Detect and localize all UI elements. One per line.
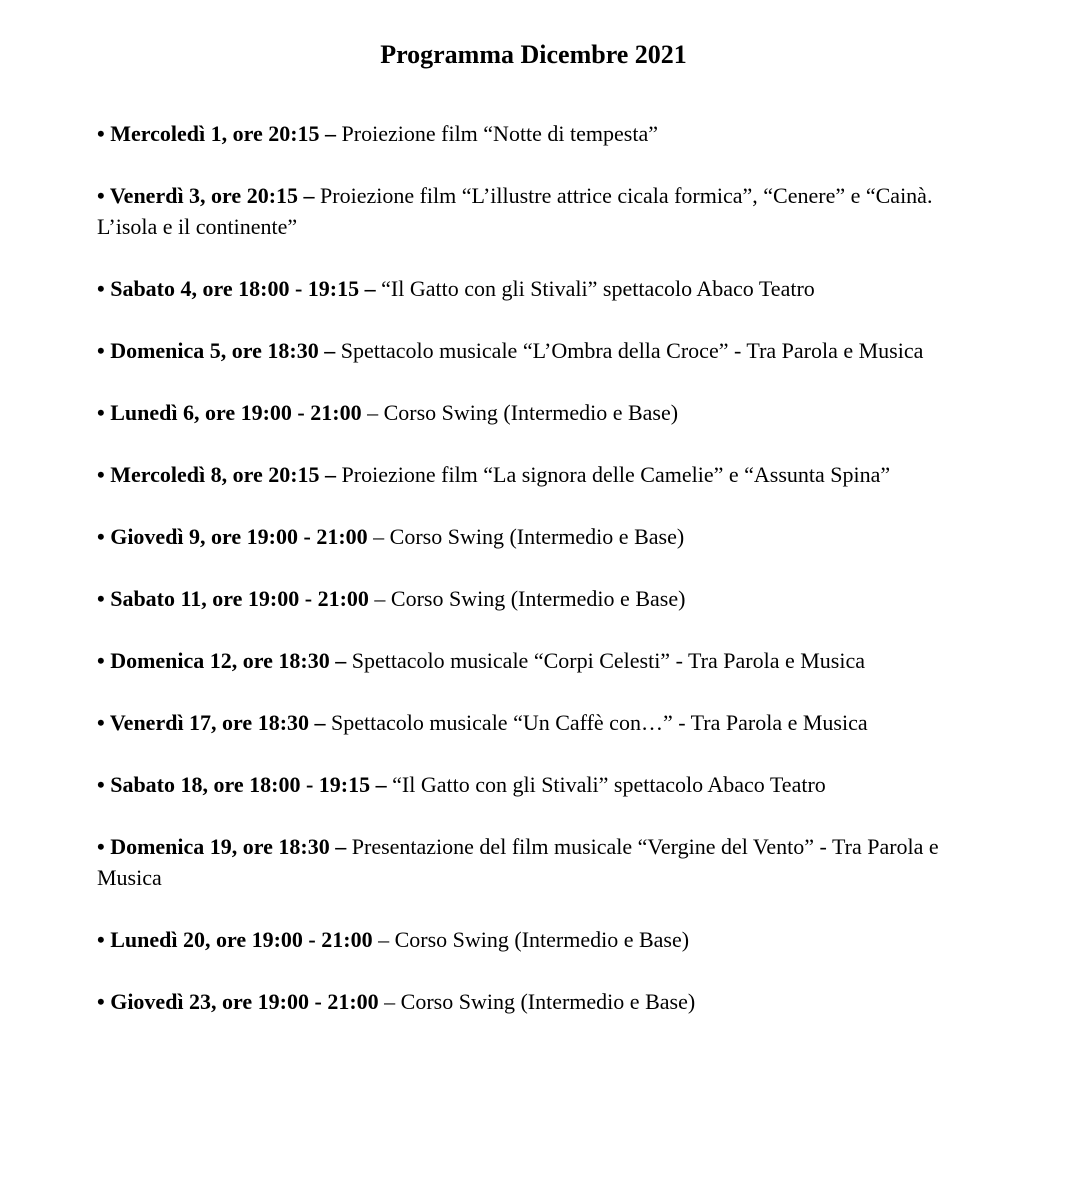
event-date-time: Domenica 19, ore 18:30 – <box>110 834 347 859</box>
event-item <box>97 707 977 738</box>
event-item <box>97 397 977 428</box>
bullet: • <box>97 834 105 859</box>
bullet: • <box>97 989 105 1014</box>
event-item <box>97 645 977 676</box>
page-title: Programma Dicembre 2021 <box>380 40 687 69</box>
event-description: – Corso Swing (Intermedio e Base) <box>373 524 685 549</box>
bullet: • <box>97 276 105 301</box>
event-date-time: Venerdì 17, ore 18:30 – <box>109 710 326 735</box>
event-item <box>97 273 977 304</box>
event-item <box>97 924 977 955</box>
bullet: • <box>97 927 105 952</box>
bullet: • <box>97 586 105 611</box>
bullet: • <box>97 772 105 797</box>
event-description: Proiezione film “Notte di tempesta” <box>341 121 659 146</box>
event-date-time: Venerdì 3, ore 20:15 – <box>109 183 315 208</box>
event-description: – Corso Swing (Intermedio e Base) <box>367 400 679 425</box>
event-description: Spettacolo musicale “Un Caffè con…” - Tra Parola e Musica <box>331 710 868 735</box>
event-item <box>97 831 977 893</box>
event-description: – Corso Swing (Intermedio e Base) <box>374 586 686 611</box>
event-description: “Il Gatto con gli Stivali” spettacolo Abaco Teatro <box>392 772 826 797</box>
event-item <box>97 459 977 490</box>
bullet: • <box>97 338 105 363</box>
event-description: – Corso Swing (Intermedio e Base) <box>378 927 690 952</box>
event-item <box>97 583 977 614</box>
bullet: • <box>97 121 105 146</box>
event-date-time: Sabato 18, ore 18:00 - 19:15 – <box>110 772 387 797</box>
event-date-time: Mercoledì 1, ore 20:15 – <box>110 121 337 146</box>
bullet: • <box>97 462 105 487</box>
bullet: • <box>97 183 105 208</box>
event-item <box>97 769 977 800</box>
event-description: Presentazione del film musicale “Vergine del Vento” - Tra Parola e Musica <box>97 834 939 890</box>
event-list <box>97 118 977 1048</box>
event-date-time: Mercoledì 8, ore 20:15 – <box>110 462 337 487</box>
event-date-time: Domenica 5, ore 18:30 – <box>110 338 336 363</box>
bullet: • <box>97 400 105 425</box>
event-date-time: Giovedì 23, ore 19:00 - 21:00 <box>110 989 379 1014</box>
event-date-time: Sabato 11, ore 19:00 - 21:00 <box>110 586 369 611</box>
event-description: Spettacolo musicale “L’Ombra della Croce” - Tra Parola e Musica <box>340 338 924 363</box>
event-description: Proiezione film “L’illustre attrice cicala formica”, “Cenere” e “Cainà. L’isola e il continente” <box>97 183 933 239</box>
bullet: • <box>97 648 105 673</box>
event-description: “Il Gatto con gli Stivali” spettacolo Abaco Teatro <box>381 276 815 301</box>
event-date-time: Lunedì 20, ore 19:00 - 21:00 <box>110 927 373 952</box>
event-date-time: Domenica 12, ore 18:30 – <box>110 648 347 673</box>
event-description: Spettacolo musicale “Corpi Celesti” - Tra Parola e Musica <box>351 648 865 673</box>
bullet: • <box>97 710 105 735</box>
event-item <box>97 521 977 552</box>
bullet: • <box>97 524 105 549</box>
event-item <box>97 118 977 149</box>
event-date-time: Lunedì 6, ore 19:00 - 21:00 <box>110 400 362 425</box>
event-description: Proiezione film “La signora delle Camelie” e “Assunta Spina” <box>341 462 891 487</box>
event-date-time: Sabato 4, ore 18:00 - 19:15 – <box>110 276 376 301</box>
event-description: – Corso Swing (Intermedio e Base) <box>384 989 696 1014</box>
event-date-time: Giovedì 9, ore 19:00 - 21:00 <box>110 524 368 549</box>
event-item <box>97 986 977 1017</box>
event-item <box>97 335 977 366</box>
event-item <box>97 180 977 242</box>
